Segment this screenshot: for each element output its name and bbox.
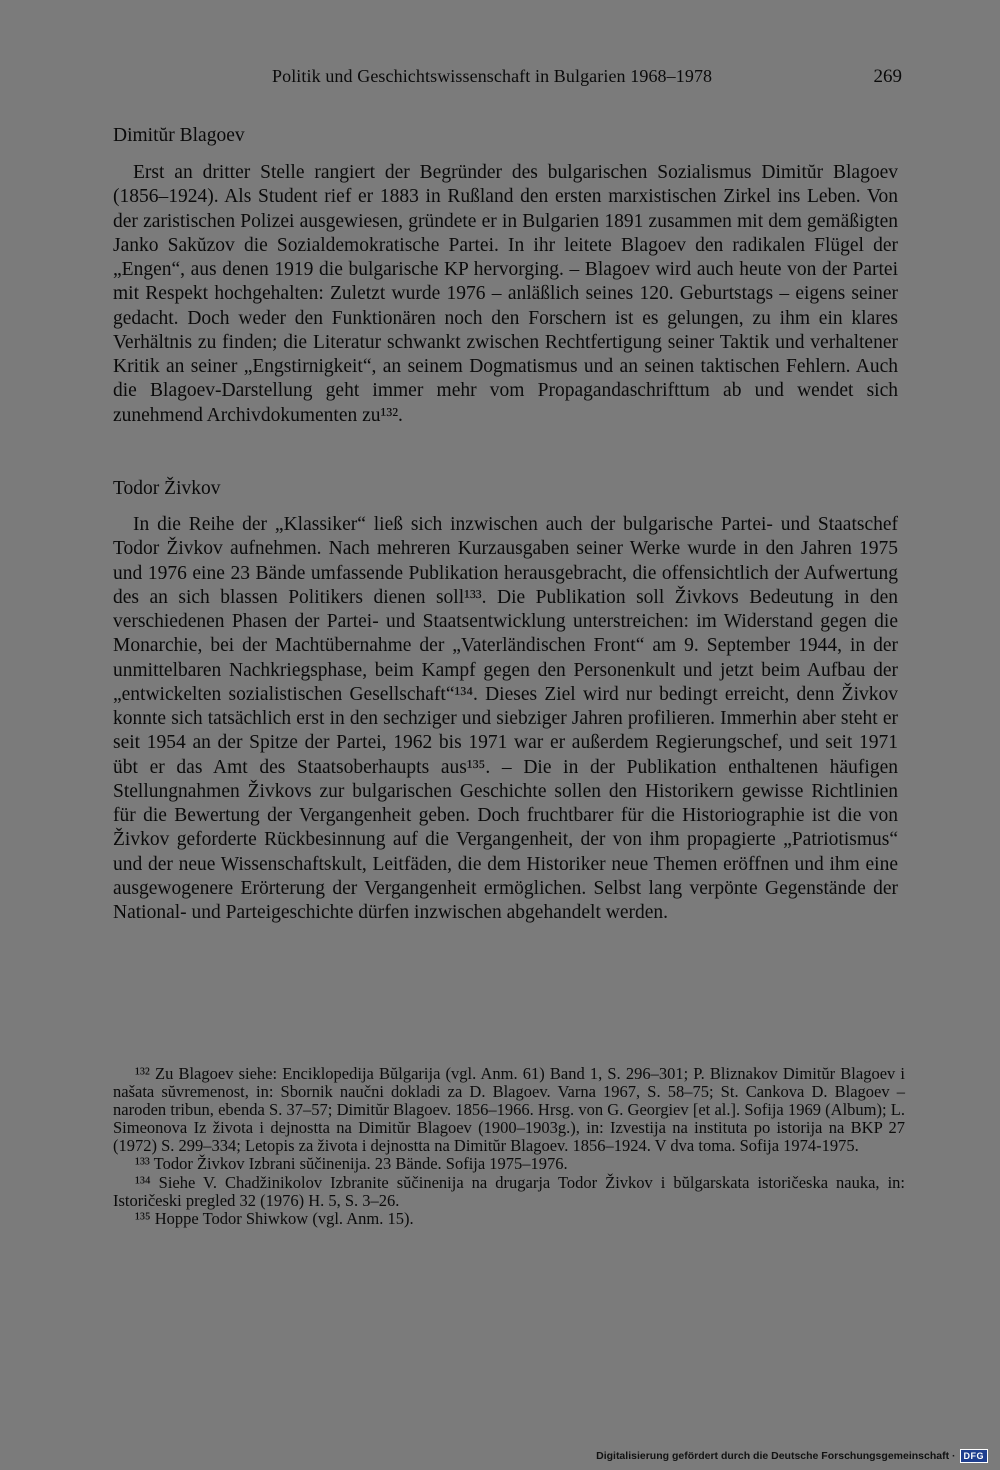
dfg-logo: DFG — [960, 1449, 989, 1463]
paragraph-zivkov: In die Reihe der „Klassiker“ ließ sich inzwischen auch der bulgarische Partei- und Staatschef Todor Živkov aufnehmen. Nach mehreren Kurzausgaben seiner Werke wurde in den Jahren 1975 und 1976 eine 23 Bände umfassende Publikation herausgebracht, die offensichtlich der Aufwertung des an sich blassen Politikers dienen soll¹³³. Die Publikation soll Živkovs Bedeutung in den verschiedenen Phasen der Partei- und Staatsentwicklung unterstreichen: im Widerstand gegen die Monarchie, bei der Machtübernahme der „Vaterländischen Front“ am 9. September 1944, in der unmittelbaren Nachkriegsphase, beim Kampf gegen den Personenkult und jetzt beim Aufbau der „entwickelten sozialistischen Gesellschaft“¹³⁴. Dieses Ziel wird nur bedingt erreicht, denn Živkov konnte sich tatsächlich erst in den sechziger und siebziger Jahren profilieren. Immerhin aber steht er seit 1954 an der Spitze der Partei, 1962 bis 1971 war er außerdem Regierungschef, und seit 1971 übt er das Amt des Staatsoberhaupts aus¹³⁵. – Die in der Publikation enthaltenen häufigen Stellungnahmen Živkovs zur bulgarischen Geschichte sollen den Historikern gewisse Richtlinien für die Bewertung der Vergangenheit geben. Doch fruchtbarer für die Historiographie ist die von Živkov geforderte Rückbesinnung auf die Vergangenheit, der von ihm propagierte „Patriotismus“ und der neue Wissenschaftskult, Leitfäden, die dem Historiker neue Themen eröffnen und ihm eine ausgewogenere Erörterung der Vergangenheit ermöglichen. Selbst lang verpönte Gegenstände der National- und Parteigeschichte dürfen inzwischen abgehandelt werden. — [113, 514, 898, 923]
footnote-132: ¹³² Zu Blagoev siehe: Enciklopedija Bŭlgarija (vgl. Anm. 61) Band 1, S. 296–301; P. Bliznakov Dimitŭr Blagoev i našata sŭvremenost, in: Sbornik naučni dokladi za D. Blagoev. Varna 1967, S. 58–75; St. Cankova D. Blagoev – naroden tribun, ebenda S. 37–57; Dimitŭr Blagoev. 1856–1966. Hrsg. von G. Georgiev [et al.]. Sofija 1969 (Album); L. Simeonova Iz života i dejnostta na Dimitŭr Blagoev (1900–1903g.), in: Izvestija na instituta po istorija na BKP 27 (1972) S. 299–334; Letopis za života i dejnostta na Dimitŭr Blagoev. 1856–1924. V dva toma. Sofija 1974-1975. — [113, 1064, 905, 1156]
footer-credit: Digitalisierung gefördert durch die Deutsche Forschungsgemeinschaft · — [596, 1450, 956, 1462]
digitization-footer — [596, 1449, 988, 1463]
footnotes — [113, 1065, 905, 1228]
paragraph-blagoev: Erst an dritter Stelle rangiert der Begründer des bulgarischen Sozialismus Dimitŭr Blagoev (1856–1924). Als Student rief er 1883 in Rußland den ersten marxistischen Zirkel ins Leben. Von der zaristischen Polizei ausgewiesen, gründete er in Bulgarien 1891 zusammen mit dem gemäßigten Janko Sakŭzov die Sozialdemokratische Partei. In ihr leitete Blagoev den radikalen Flügel der „Engen“, aus denen 1919 die bulgarische KP hervorging. – Blagoev wird auch heute von der Partei mit Respekt hochgehalten: Zuletzt wurde 1976 – anläßlich seines 120. Geburtstags – eigens seiner gedacht. Doch weder den Funktionären noch den Forschern ist es gelungen, zu ihm ein klares Verhältnis zu finden; die Literatur schwankt zwischen Rechtfertigung seiner Taktik und verhaltener Kritik an seiner „Engstirnigkeit“, an seinem Dogmatismus und an seinen taktischen Fehlern. Auch die Blagoev-Darstellung geht immer mehr vom Propagandaschrifttum ab und wendet sich zunehmend Archivdokumenten zu¹³². — [113, 162, 898, 426]
section-heading-blagoev: Dimitŭr Blagoev — [113, 125, 245, 146]
running-header — [112, 66, 902, 96]
footnote-134: ¹³⁴ Siehe V. Chadžinikolov Izbranite sŭčinenija na drugarja Todor Živkov i bŭlgarskata istoričeska nauka, in: Istoričeski pregled 32 (1976) H. 5, S. 3–26. — [113, 1172, 905, 1210]
footnote-135: ¹³⁵ Hoppe Todor Shiwkow (vgl. Anm. 15). — [135, 1208, 414, 1228]
footnote-133: ¹³³ Todor Živkov Izbrani sŭčinenija. 23 Bände. Sofija 1975–1976. — [135, 1154, 568, 1174]
page-number: 269 — [873, 66, 902, 87]
section-heading-zivkov: Todor Živkov — [113, 478, 221, 499]
running-title: Politik und Geschichtswissenschaft in Bulgarien 1968–1978 — [272, 66, 713, 86]
